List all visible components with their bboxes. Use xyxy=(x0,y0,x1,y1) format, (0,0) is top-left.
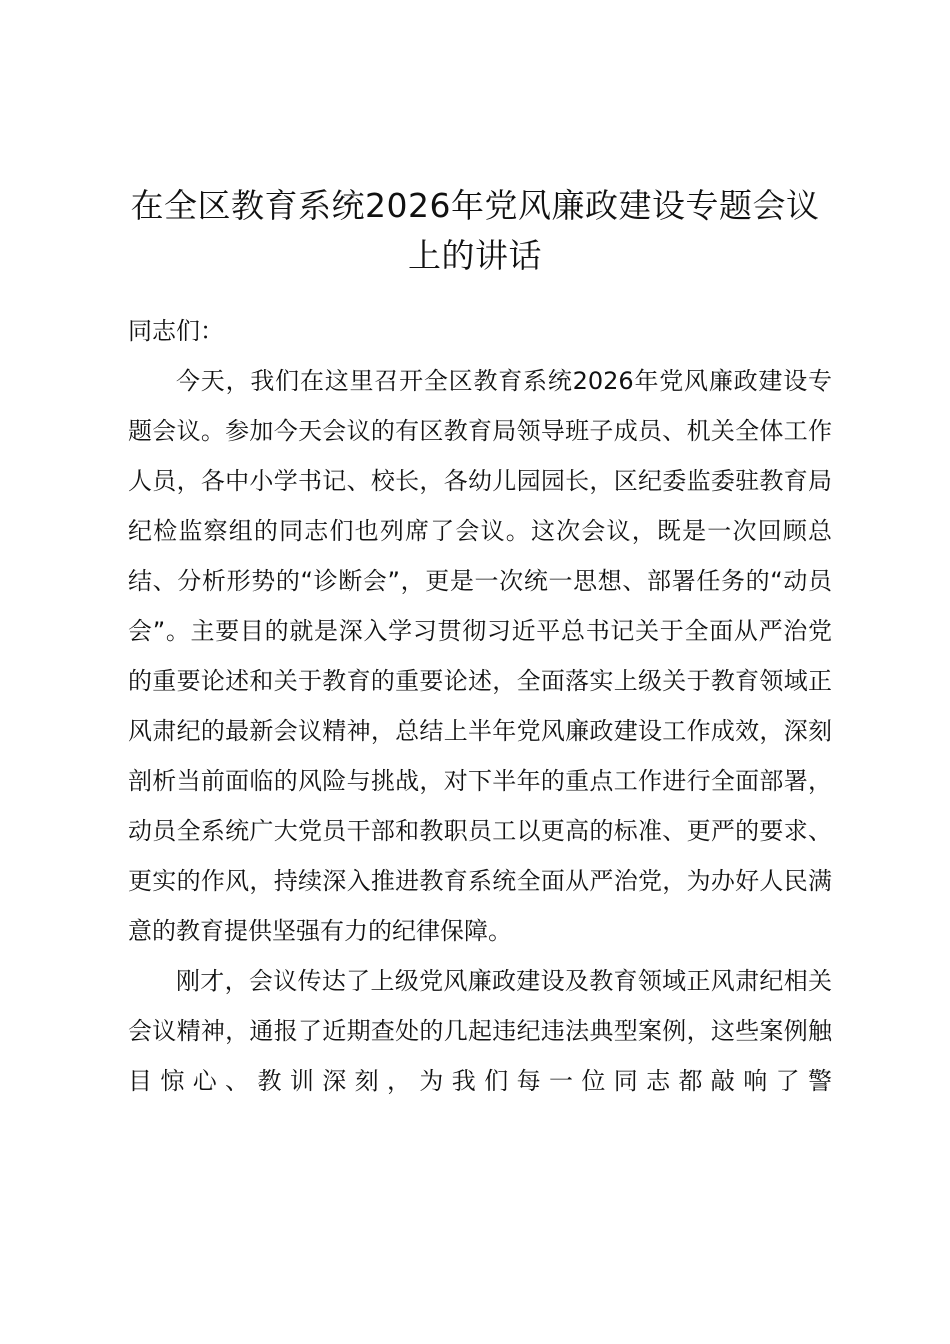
paragraph-2: 刚才，会议传达了上级党风廉政建设及教育领域正风肃纪相关会议精神，通报了近期查处的几起违纪违法典型案例，这些案例触目惊心、教训深刻，为我们每一位同志都敲响了警 xyxy=(128,967,832,1095)
document-body xyxy=(128,306,832,1106)
paragraph-1: 今天，我们在这里召开全区教育系统2026年党风廉政建设专题会议。参加今天会议的有区教育局领导班子成员、机关全体工作人员，各中小学书记、校长，各幼儿园园长，区纪委监委驻教育局纪检监察组的同志们也列席了会议。这次会议，既是一次回顾总结、分析形势的“诊断会”，更是一次统一思想、部署任务的“动员会”。主要目的就是深入学习贯彻习近平总书记关于全面从严治党的重要论述和关于教育的重要论述，全面落实上级关于教育领域正风肃纪的最新会议精神，总结上半年党风廉政建设工作成效，深刻剖析当前面临的风险与挑战，对下半年的重点工作进行全面部署，动员全系统广大党员干部和教职员工以更高的标准、更严的要求、更实的作风，持续深入推进教育系统全面从严治党，为办好人民满意的教育提供坚强有力的纪律保障。 xyxy=(128,367,832,945)
salutation: 同志们： xyxy=(128,317,224,345)
document-title: 在全区教育系统2026年党风廉政建设专题会议上的讲话 xyxy=(130,186,820,275)
